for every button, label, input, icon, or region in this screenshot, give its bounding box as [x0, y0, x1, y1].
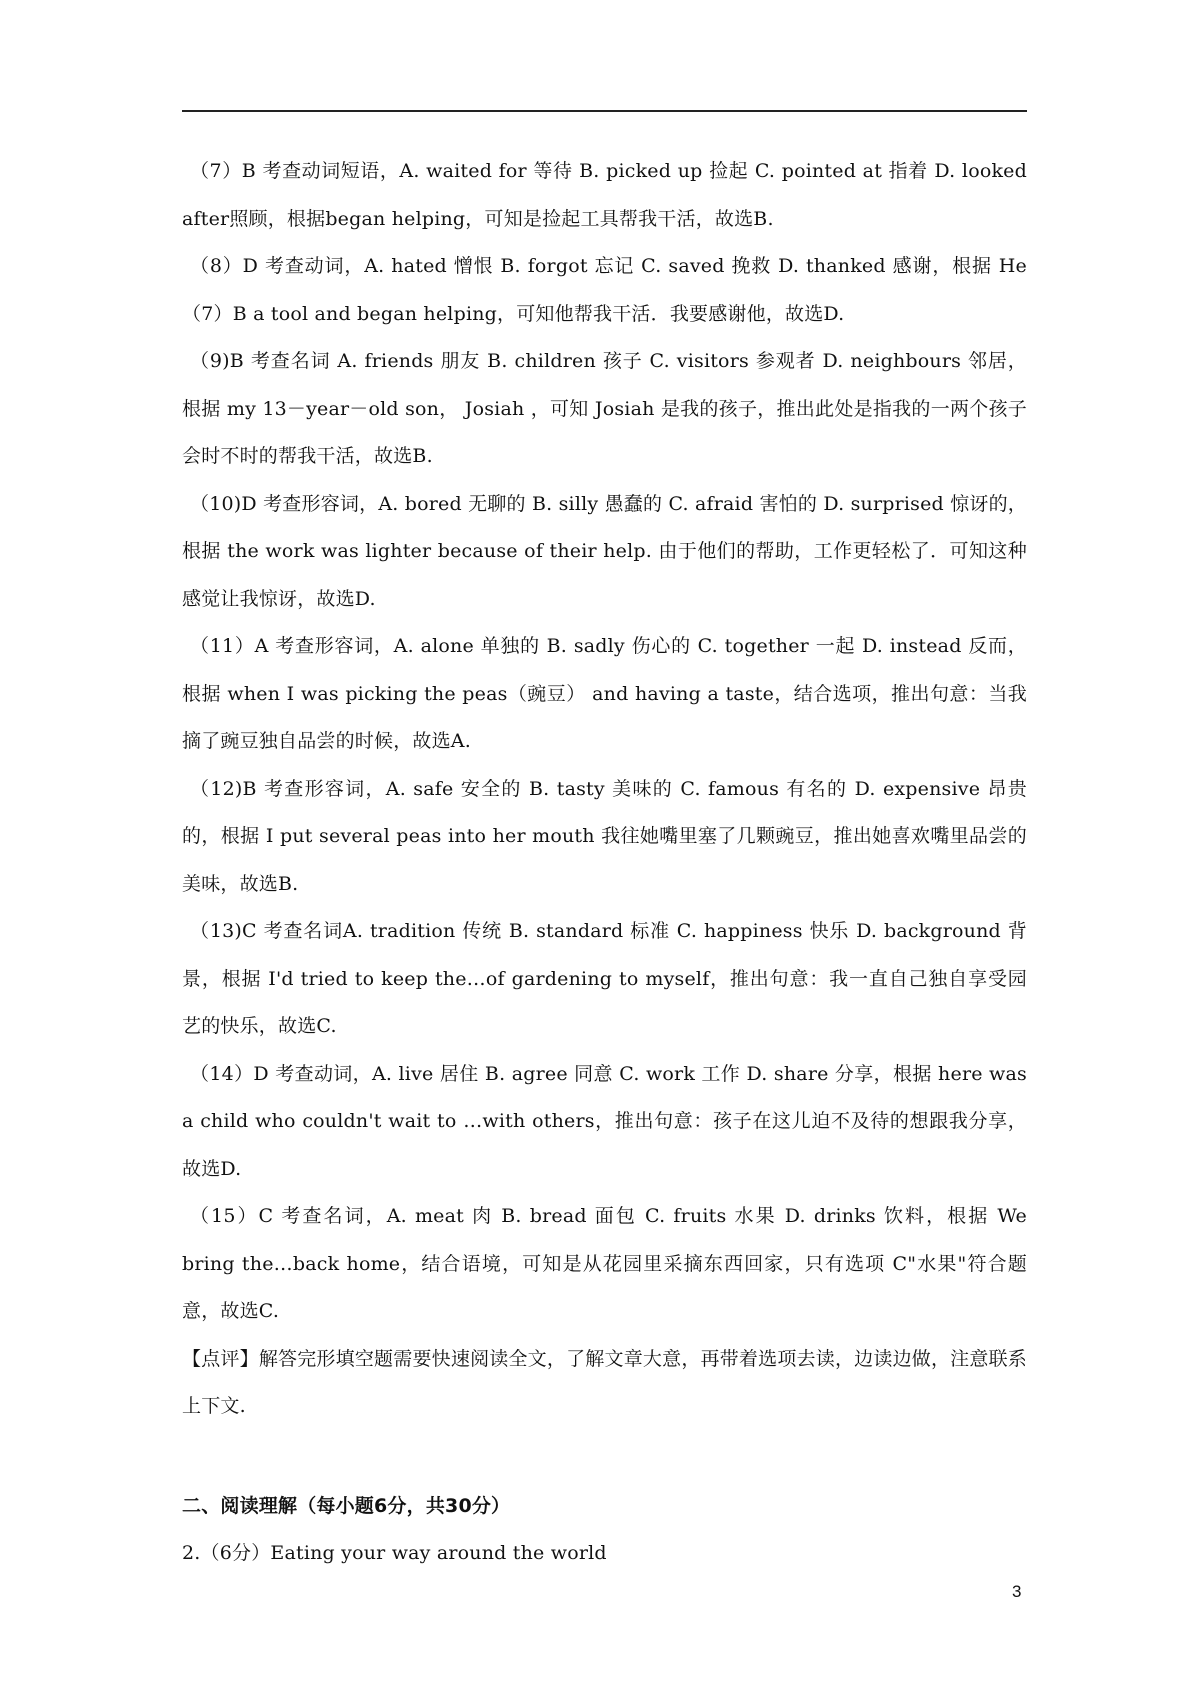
question-line: 2.（6分）Eating your way around the world: [182, 1542, 607, 1564]
answer-explanation-11: （11）A 考查形容词，A. alone 单独的 B. sadly 伤心的 C. together 一起 D. instead 反而，根据 when I was picking the peas（豌豆） and having a taste，结合选项，推出句意：当我摘了豌豆独自品尝的时候，故选A.: [182, 635, 1027, 752]
section-spacer: [182, 1431, 1027, 1483]
answer-explanation-10: （10)D 考查形容词，A. bored 无聊的 B. silly 愚蠢的 C. afraid 害怕的 D. surprised 惊讶的，根据 the work was lighter because of their help. 由于他们的帮助，工作更轻松了．可知这种感觉让我惊讶，故选D.: [182, 492, 1027, 610]
section-title: 二、阅读理解（每小题6分，共30分）: [182, 1494, 511, 1517]
page-number: 3: [1012, 1582, 1022, 1601]
document-body: [182, 148, 1027, 1578]
review-comment: 【点评】解答完形填空题需要快速阅读全文，了解文章大意，再带着选项去读，边读边做，注意联系上下文.: [182, 1347, 1027, 1417]
answer-explanation-12: （12)B 考查形容词，A. safe 安全的 B. tasty 美味的 C. famous 有名的 D. expensive 昂贵的，根据 I put several peas into her mouth 我往她嘴里塞了几颗豌豆，推出她喜欢嘴里品尝的美味，故选B.: [182, 777, 1027, 895]
answer-explanation-9: （9)B 考查名词 A. friends 朋友 B. children 孩子 C. visitors 参观者 D. neighbours 邻居，根据 my 13－year－old son， Josiah ，可知 Josiah 是我的孩子，推出此处是指我的一两个孩子会时不时的帮我干活，故选B.: [182, 350, 1027, 467]
answer-explanation-13: （13)C 考查名词A. tradition 传统 B. standard 标准 C. happiness 快乐 D. background 背景，根据 I'd tried to keep the…of gardening to myself，推出句意：我一直自己独自享受园艺的快乐，故选C.: [182, 920, 1027, 1037]
answer-explanation-8: （8）D 考查动词，A. hated 憎恨 B. forgot 忘记 C. saved 挽救 D. thanked 感谢，根据 He（7）B a tool and began helping，可知他帮我干活．我要感谢他，故选D.: [182, 255, 1027, 325]
answer-explanation-14: （14）D 考查动词，A. live 居住 B. agree 同意 C. work 工作 D. share 分享，根据 here was a child who couldn't wait to …with others，推出句意：孩子在这儿迫不及待的想跟我分享，故选D.: [182, 1062, 1027, 1180]
header-rule: [182, 110, 1027, 112]
answer-explanation-7: （7）B 考查动词短语，A. waited for 等待 B. picked up 捡起 C. pointed at 指着 D. looked after照顾，根据began helping，可知是捡起工具帮我干活，故选B.: [182, 160, 1027, 230]
answer-explanation-15: （15）C 考查名词，A. meat 肉 B. bread 面包 C. fruits 水果 D. drinks 饮料，根据 We bring the…back home，结合语境，可知是从花园里采摘东西回家，只有选项 C"水果"符合题意，故选C.: [182, 1205, 1027, 1322]
